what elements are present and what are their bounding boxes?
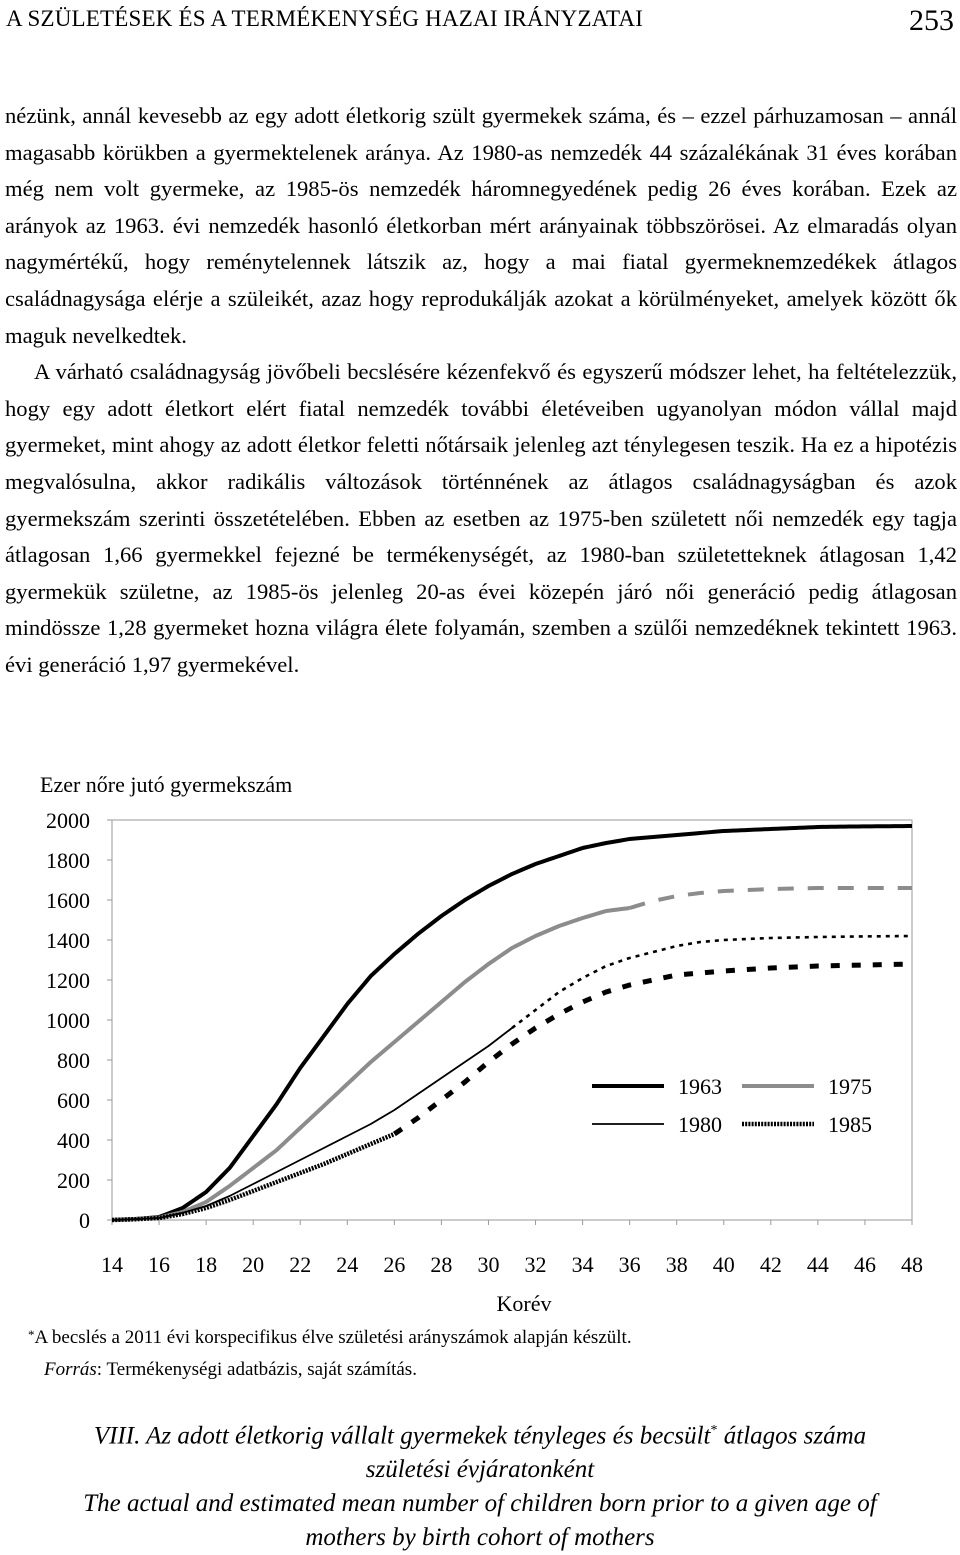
footnote-source — [44, 1359, 417, 1381]
y-tick-label: 1400 — [46, 928, 90, 953]
paragraph-1: nézünk, annál kevesebb az egy adott életkorig szült gyermekek száma, és – ezzel párhuzamosan – annál magasabb körükben a gyermektelenek aránya. Az 1980-as nemzedék 44 százalékának 31 éves korában még nem volt gyermeke, az 1985-ös nemzedék háromnegyedének pedig 26 éves korában. Ezek az arányok az 1963. évi nemzedék hasonló életkorban mért arányainak többszörösei. Az elmaradás olyan nagymértékű, hogy reménytelennek látszik az, hogy a mai fiatal gyermeknemzedékek átlagos családnagysága elérje a szüleikét, azaz hogy reprodukálják azokat a körülményeket, amelyek között ők maguk nevelkedtek. — [5, 103, 957, 348]
page-number: 253 — [909, 4, 954, 37]
footnote-estimate — [28, 1327, 632, 1349]
caption-line-4: mothers by birth cohort of mothers — [305, 1524, 655, 1552]
x-tick-label: 36 — [618, 1252, 641, 1277]
legend-label-1980: 1980 — [678, 1112, 722, 1137]
series-line-1975 — [112, 908, 630, 1220]
caption-line-1-text: VIII. Az adott életkorig vállalt gyermekek tényleges és becsült — [93, 1422, 711, 1450]
x-tick-label: 48 — [901, 1252, 923, 1277]
x-tick-label: 20 — [242, 1252, 265, 1277]
caption-line-1-end: átlagos száma — [717, 1422, 867, 1450]
paragraph-2: A várható családnagyság jövőbeli becslésére kézenfekvő és egyszerű módszer lehet, ha feltételezzük, hogy egy adott életkort elért fiatal nemzedék további életéveiben ugyanolyan módon vállal majd gyermeket, mint ahogy az adott életkor feletti nőtársaik jelenleg azt ténylegesen teszik. Ha ez a hipotézis megvalósulna, akkor radikális változások történnének az átlagos családnagyságban és azok gyermekszám szerinti összetételében. Ebben az esetben az 1975-ben született női nemzedék egy tagja átlagosan 1,66 gyermekkel fejezné be termékenységét, az 1980-ban születetteknek átlagosan 1,42 gyermekük születne, az 1985-ös jelenleg 20-as évei közepén járó női generáció pedig átlagosan mindössze 1,28 gyermeket hozna világra élete folyamán, szemben a szülői nemzedéknek tekintett 1963. évi generáció 1,97 gyermekével. — [5, 359, 957, 677]
legend-label-1975: 1975 — [828, 1074, 872, 1099]
figure-caption — [0, 1414, 960, 1555]
body-text — [5, 98, 957, 684]
legend-label-1985: 1985 — [828, 1112, 872, 1137]
x-tick-label: 26 — [383, 1252, 406, 1277]
x-tick-label: 46 — [853, 1252, 876, 1277]
x-tick-label: 30 — [477, 1252, 500, 1277]
x-axis-label: Korév — [496, 1291, 552, 1316]
page-header — [0, 0, 960, 50]
source-label: Forrás — [44, 1359, 97, 1380]
x-tick-label: 16 — [148, 1252, 171, 1277]
y-tick-label: 1200 — [46, 968, 90, 993]
y-tick-label: 1000 — [46, 1008, 90, 1033]
x-axis-ticks — [101, 1220, 923, 1277]
x-tick-label: 40 — [712, 1252, 735, 1277]
y-tick-label: 600 — [57, 1088, 90, 1113]
y-tick-label: 1600 — [46, 888, 90, 913]
caption-star: * — [710, 1423, 718, 1438]
running-title: A SZÜLETÉSEK ÉS A TERMÉKENYSÉG HAZAI IRÁNYZATAI — [6, 6, 644, 31]
x-tick-label: 44 — [806, 1252, 829, 1277]
plot-area-frame — [112, 820, 912, 1220]
x-tick-label: 32 — [524, 1252, 547, 1277]
x-tick-label: 34 — [571, 1252, 594, 1277]
x-tick-label: 42 — [759, 1252, 782, 1277]
y-axis-ticks — [46, 808, 112, 1233]
y-tick-label: 2000 — [46, 808, 90, 833]
cohort-fertility-chart — [0, 760, 960, 1320]
y-tick-label: 200 — [57, 1168, 90, 1193]
caption-line-2: születési évjáratonként — [365, 1456, 595, 1484]
x-tick-label: 24 — [336, 1252, 359, 1277]
series-estimate-1985 — [394, 964, 912, 1134]
y-tick-label: 800 — [57, 1048, 90, 1073]
footnote-text: A becslés a 2011 évi korspecifikus élve születési arányszámok alapján készült. — [34, 1327, 632, 1348]
x-tick-label: 38 — [665, 1252, 688, 1277]
x-tick-label: 28 — [430, 1252, 453, 1277]
y-tick-label: 400 — [57, 1128, 90, 1153]
series-line-1980 — [112, 1028, 512, 1220]
series-estimate-1975 — [630, 888, 912, 908]
y-axis-label: Ezer nőre jutó gyermekszám — [40, 772, 293, 797]
x-tick-label: 14 — [101, 1252, 123, 1277]
series-lines — [112, 826, 912, 1220]
series-estimate-1980 — [512, 936, 912, 1028]
footnote-star: * — [28, 1327, 35, 1342]
chart-legend — [592, 1074, 872, 1137]
caption-line-1 — [0, 1414, 960, 1453]
x-tick-label: 18 — [195, 1252, 218, 1277]
y-tick-label: 0 — [79, 1208, 90, 1233]
x-tick-label: 22 — [289, 1252, 312, 1277]
source-text: : Termékenységi adatbázis, saját számítás. — [96, 1359, 417, 1380]
y-tick-label: 1800 — [46, 848, 90, 873]
series-line-1985 — [112, 1134, 394, 1220]
legend-label-1963: 1963 — [678, 1074, 722, 1099]
caption-line-3: The actual and estimated mean number of children born prior to a given age of — [83, 1490, 877, 1518]
series-line-1963 — [112, 826, 912, 1220]
